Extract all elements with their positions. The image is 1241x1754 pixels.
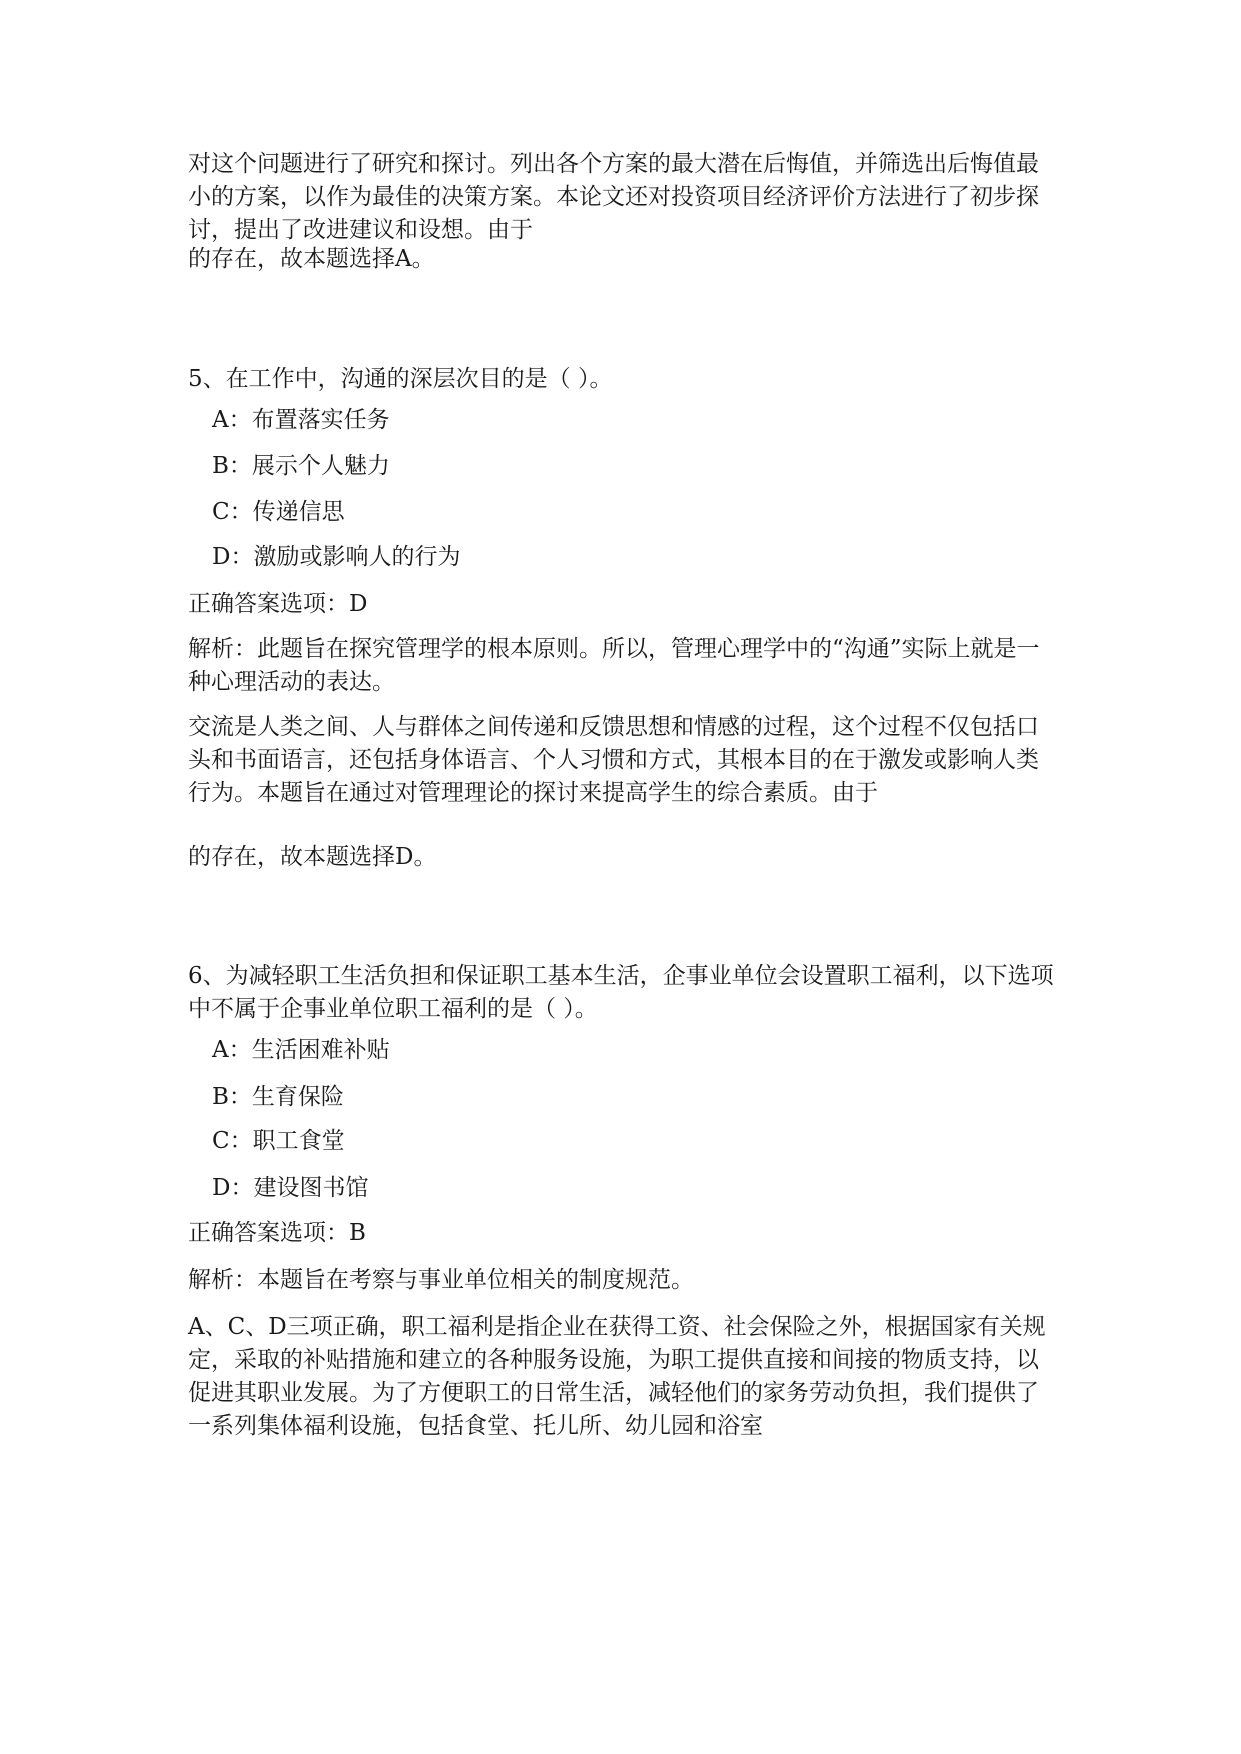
question-5-option-b: B：展示个人魅力 xyxy=(212,453,390,479)
question-6-analysis: 解析：本题旨在考察与事业单位相关的制度规范。 xyxy=(188,1267,694,1293)
question-5-answer: 正确答案选项：D xyxy=(188,591,368,617)
question-6-prompt: 6、为减轻职工生活负担和保证职工基本生活，企事业单位会设置职工福利，以下选项中不属于企事业单位职工福利的是（ ）。 xyxy=(188,963,1054,1022)
question-5-conclusion: 的存在，故本题选择D。 xyxy=(188,844,437,870)
question-6-option-c: C：职工食堂 xyxy=(212,1128,345,1154)
question-5-detail: 交流是人类之间、人与群体之间传递和反馈思想和情感的过程，这个过程不仅包括口头和书面语言，还包括身体语言、个人习惯和方式，其根本目的在于激发或影响人类行为。本题旨在通过对管理理论的探讨来提高学生的综合素质。由于 xyxy=(188,714,1039,806)
intro-conclusion: 的存在，故本题选择A。 xyxy=(188,246,435,272)
question-6-option-b: B：生育保险 xyxy=(212,1084,344,1110)
question-5-option-a: A：布置落实任务 xyxy=(212,407,390,433)
question-5-option-d: D：激励或影响人的行为 xyxy=(212,544,461,570)
intro-paragraph: 对这个问题进行了研究和探讨。列出各个方案的最大潜在后悔值，并筛选出后悔值最小的方案，以作为最佳的决策方案。本论文还对投资项目经济评价方法进行了初步探讨，提出了改进建议和设想。由于 xyxy=(188,151,1039,243)
question-6-answer: 正确答案选项：B xyxy=(188,1220,366,1246)
question-5-option-c: C：传递信思 xyxy=(212,499,345,525)
question-5-analysis: 解析：此题旨在探究管理学的根本原则。所以，管理心理学中的“沟通”实际上就是一种心理活动的表达。 xyxy=(188,636,1040,695)
question-5-prompt: 5、在工作中，沟通的深层次目的是（ ）。 xyxy=(188,366,613,392)
question-6-detail: A、C、D三项正确，职工福利是指企业在获得工资、社会保险之外，根据国家有关规定，采取的补贴措施和建立的各种服务设施，为职工提供直接和间接的物质支持，以促进其职业发展。为了方便职工的日常生活，减轻他们的家务劳动负担，我们提供了一系列集体福利设施，包括食堂、托儿所、幼儿园和浴室 xyxy=(188,1314,1046,1439)
question-6-option-a: A：生活困难补贴 xyxy=(212,1037,390,1063)
question-6-option-d: D：建设图书馆 xyxy=(212,1175,369,1201)
